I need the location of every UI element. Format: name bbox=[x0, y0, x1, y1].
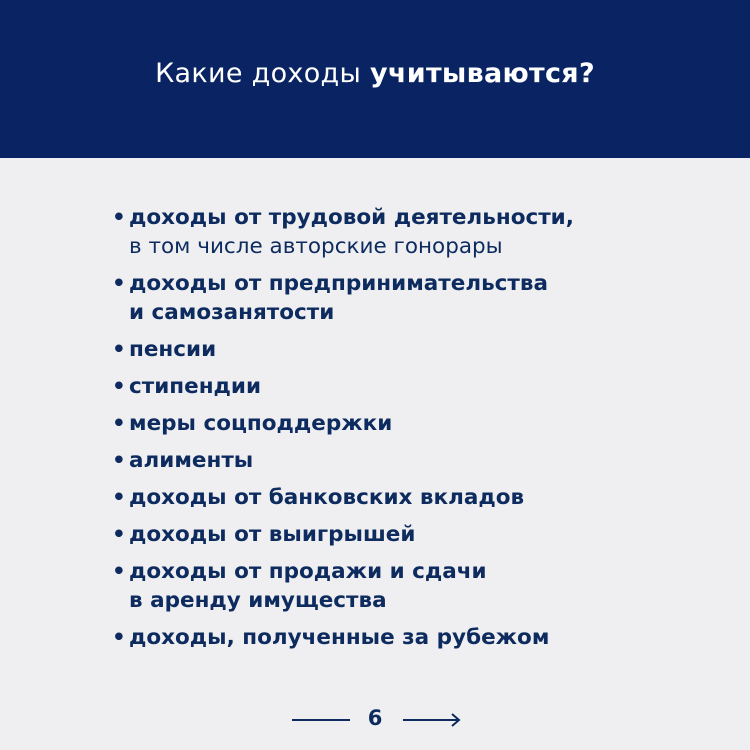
list-item-text: доходы от предпринимательства bbox=[129, 271, 548, 296]
bullet: • bbox=[112, 411, 126, 436]
list-item bbox=[112, 409, 732, 438]
income-list bbox=[112, 203, 732, 660]
list-item bbox=[112, 372, 732, 401]
bullet: • bbox=[112, 522, 126, 547]
list-item-text: и самозанятости bbox=[129, 300, 335, 325]
list-item-text: доходы от трудовой деятельности, bbox=[129, 205, 574, 230]
list-item bbox=[112, 557, 732, 615]
list-item-text: в аренду имущества bbox=[129, 588, 387, 613]
page-number: 6 bbox=[367, 706, 383, 730]
title-bold: учитываются? bbox=[369, 57, 595, 89]
list-item bbox=[112, 623, 732, 652]
list-item-text: доходы от банковских вкладов bbox=[129, 485, 525, 510]
header-banner bbox=[0, 0, 750, 158]
list-item-text: доходы от выигрышей bbox=[129, 522, 416, 547]
bullet: • bbox=[112, 374, 126, 399]
list-item bbox=[112, 335, 732, 364]
arrow-right-icon[interactable] bbox=[403, 711, 461, 729]
bullet: • bbox=[112, 271, 126, 296]
bullet: • bbox=[112, 559, 126, 584]
bullet: • bbox=[112, 625, 126, 650]
list-item bbox=[112, 203, 732, 261]
list-item-text: в том числе авторские гонорары bbox=[129, 234, 503, 259]
list-item-text: меры соцподдержки bbox=[129, 411, 393, 436]
list-item-text: стипендии bbox=[129, 374, 262, 399]
divider-line bbox=[292, 719, 350, 721]
list-item bbox=[112, 483, 732, 512]
bullet: • bbox=[112, 205, 126, 230]
list-item-text: доходы от продажи и сдачи bbox=[129, 559, 487, 584]
list-item bbox=[112, 446, 732, 475]
title-regular: Какие доходы bbox=[155, 57, 370, 89]
bullet: • bbox=[112, 337, 126, 362]
list-item-text: пенсии bbox=[129, 337, 217, 362]
bullet: • bbox=[112, 485, 126, 510]
page-title bbox=[155, 58, 595, 89]
list-item-text: алименты bbox=[129, 448, 254, 473]
bullet: • bbox=[112, 448, 126, 473]
list-item bbox=[112, 520, 732, 549]
list-item-text: доходы, полученные за рубежом bbox=[129, 625, 550, 650]
pagination bbox=[0, 700, 750, 740]
list-item bbox=[112, 269, 732, 327]
